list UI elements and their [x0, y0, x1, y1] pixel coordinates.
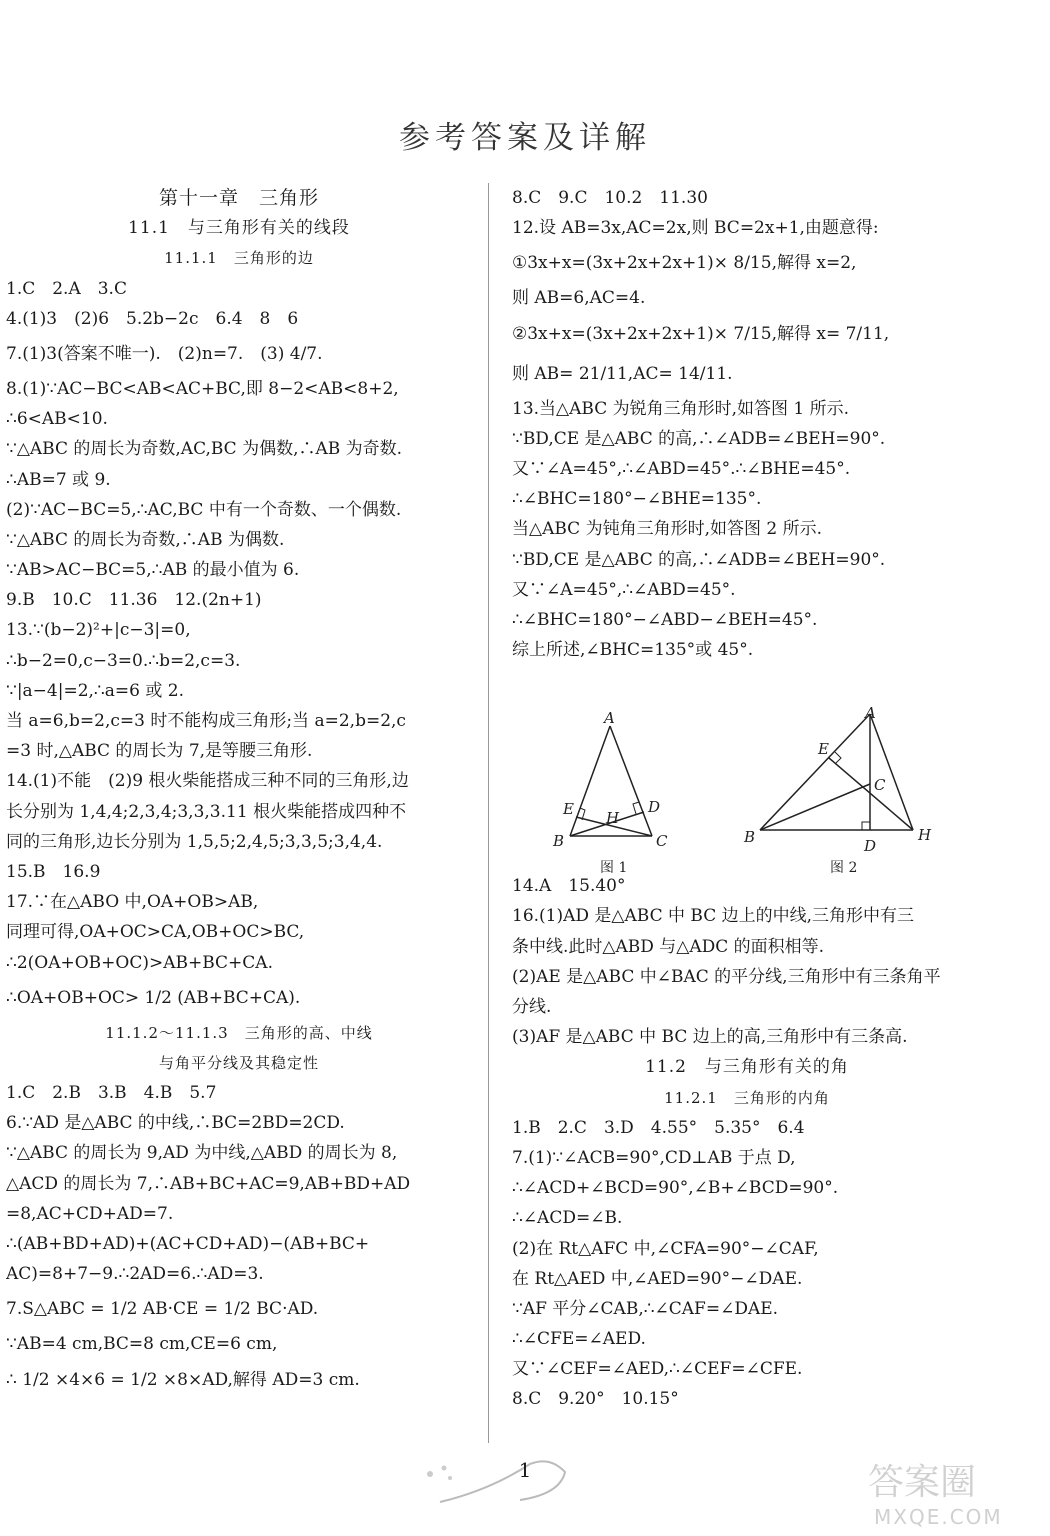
right-column-bottom-line: 在 Rt△AED 中,∠AED=90°−∠DAE.	[512, 1268, 803, 1289]
page-title: 参考答案及详解	[399, 120, 651, 156]
left-column-line: 11.1 与三角形有关的线段	[128, 218, 350, 239]
triangle-diagrams	[540, 704, 970, 884]
right-column-bottom-line: 14.A 15.40°	[512, 876, 626, 897]
left-column-line: ∴(AB+BD+AD)+(AC+CD+AD)−(AB+BC+	[6, 1234, 370, 1254]
right-column-top-line: ∴∠BHC=180°−∠ABD−∠BEH=45°.	[512, 609, 818, 630]
left-column-line: ∵△ABC 的周长为 9,AD 为中线,△ABD 的周长为 8,	[6, 1143, 398, 1164]
left-column-line: ∵△ABC 的周长为奇数,AC,BC 为偶数,∴AB 为奇数.	[6, 439, 403, 460]
left-column-line: ∴ 1/2 ×4×6 = 1/2 ×8×AD,解得 AD=3 cm.	[6, 1369, 360, 1390]
left-column-line: 13.∵(b−2)²+|c−3|=0,	[6, 620, 191, 641]
left-column-line: ∴OA+OB+OC> 1/2 (AB+BC+CA).	[6, 987, 301, 1008]
left-column-line: 17.∵在△ABO 中,OA+OB>AB,	[6, 892, 259, 913]
right-column-top-line: ∵BD,CE 是△ABC 的高,∴∠ADB=∠BEH=90°.	[512, 428, 886, 449]
left-column-line: 与角平分线及其稳定性	[158, 1053, 319, 1072]
left-column-line: ∵AB>AC−BC=5,∴AB 的最小值为 6.	[6, 560, 300, 581]
left-column-line: ∴2(OA+OB+OC)>AB+BC+CA.	[6, 952, 273, 973]
right-column-bottom-line: 8.C 9.20° 10.15°	[512, 1389, 679, 1410]
left-column	[6, 183, 472, 1400]
right-column-bottom-line: (2)在 Rt△AFC 中,∠CFA=90°−∠CAF,	[512, 1238, 819, 1259]
left-column-line: △ACD 的周长为 7,∴AB+BC+AC=9,AB+BD+AD	[6, 1173, 411, 1194]
left-column-line: =3 时,△ABC 的周长为 7,是等腰三角形.	[6, 741, 313, 762]
right-column-bottom-line: 条中线.此时△ABD 与△ADC 的面积相等.	[512, 936, 825, 957]
left-column-line: ∵|a−4|=2,∴a=6 或 2.	[6, 680, 184, 701]
fig1-caption: 图 1	[600, 860, 628, 876]
figure-2	[760, 714, 913, 830]
right-column-bottom-line: 7.(1)∵∠ACB=90°,CD⊥AB 于点 D,	[512, 1147, 796, 1168]
left-column-line: =8,AC+CD+AD=7.	[6, 1203, 174, 1224]
fig2-label-c: C	[874, 776, 886, 794]
left-column-line: 15.B 16.9	[6, 861, 101, 882]
right-column-bottom	[512, 871, 982, 1414]
left-column-line: ∵AB=4 cm,BC=8 cm,CE=6 cm,	[6, 1334, 278, 1355]
right-column-top-line: ①3x+x=(3x+2x+2x+1)× 8/15,解得 x=2,	[512, 253, 857, 274]
left-column-line: 同理可得,OA+OC>CA,OB+OC>BC,	[6, 922, 305, 943]
right-column-top-line: ②3x+x=(3x+2x+2x+1)× 7/15,解得 x= 7/11,	[512, 323, 890, 344]
right-column-top-line: 13.当△ABC 为锐角三角形时,如答图 1 所示.	[512, 398, 850, 419]
svg-text:MXQE.COM: MXQE.COM	[874, 1505, 1003, 1529]
left-column-line: 当 a=6,b=2,c=3 时不能构成三角形;当 a=2,b=2,c	[6, 711, 406, 731]
right-column-top	[512, 183, 982, 665]
right-column-top-line: ∵BD,CE 是△ABC 的高,∴∠ADB=∠BEH=90°.	[512, 549, 886, 570]
right-column-bottom-line: 1.B 2.C 3.D 4.55° 5.35° 6.4	[512, 1117, 805, 1138]
fig1-label-c: C	[656, 832, 668, 850]
left-column-line: 1.C 2.A 3.C	[6, 278, 127, 299]
fig2-label-a: A	[865, 704, 876, 722]
left-column-line: 7.S△ABC = 1/2 AB·CE = 1/2 BC·AD.	[6, 1299, 319, 1320]
answer-figures	[540, 704, 970, 884]
fig1-label-d: D	[648, 798, 661, 816]
right-column-bottom-line: ∴∠CFE=∠AED.	[512, 1329, 646, 1350]
page-number: 1	[518, 1458, 532, 1482]
fig2-caption: 图 2	[830, 860, 858, 876]
right-column-top-line: 12.设 AB=3x,AC=2x,则 BC=2x+1,由题意得:	[512, 218, 879, 239]
left-column-line: (2)∵AC−BC=5,∴AC,BC 中有一个奇数、一个偶数.	[6, 499, 402, 520]
right-column-bottom-line: 11.2 与三角形有关的角	[645, 1057, 849, 1078]
right-column-top-line: 则 AB=6,AC=4.	[512, 288, 646, 309]
left-column-line: 4.(1)3 (2)6 5.2b−2c 6.4 8 6	[6, 308, 299, 329]
fig1-label-a: A	[604, 709, 615, 727]
left-column-line: 8.(1)∵AC−BC<AB<AC+BC,即 8−2<AB<8+2,	[6, 378, 399, 399]
left-column-line: ∵△ABC 的周长为奇数,∴AB 为偶数.	[6, 529, 285, 550]
right-column-top-line: 8.C 9.C 10.2 11.30	[512, 188, 708, 208]
fig2-label-h: H	[918, 826, 932, 844]
svg-text:答案圈: 答案圈	[868, 1462, 977, 1503]
fig2-label-e: E	[818, 740, 829, 758]
right-column-top-line: 又∵∠A=45°,∴∠ABD=45°.	[512, 579, 736, 600]
fig1-label-b: B	[553, 832, 565, 850]
left-column-line: ∴b−2=0,c−3=0.∴b=2,c=3.	[6, 650, 241, 671]
right-column-bottom-line: 16.(1)AD 是△ABC 中 BC 边上的中线,三角形中有三	[512, 906, 915, 927]
left-column-line: 同的三角形,边长分别为 1,5,5;2,4,5;3,3,5;3,4,4.	[6, 831, 383, 852]
left-column-line: 1.C 2.B 3.B 4.B 5.7	[6, 1083, 217, 1104]
right-column-top-line: ∴∠BHC=180°−∠BHE=135°.	[512, 489, 762, 510]
left-column-line: 14.(1)不能 (2)9 根火柴能搭成三种不同的三角形,边	[6, 771, 409, 792]
fig1-label-e: E	[563, 800, 574, 818]
left-column-line: ∴AB=7 或 9.	[6, 469, 111, 490]
left-column-line: ∴6<AB<10.	[6, 409, 108, 430]
right-column-bottom-line: (3)AF 是△ABC 中 BC 边上的高,三角形中有三条高.	[512, 1027, 908, 1048]
left-column-line: 9.B 10.C 11.36 12.(2n+1)	[6, 590, 262, 611]
left-column-line: AC)=8+7−9.∴2AD=6.∴AD=3.	[6, 1264, 264, 1285]
fig2-label-d: D	[864, 837, 877, 855]
right-column-bottom-line: 分线.	[512, 997, 552, 1017]
left-column-line: 7.(1)3(答案不唯一). (2)n=7. (3) 4/7.	[6, 343, 323, 364]
left-column-line: 11.1.1 三角形的边	[164, 249, 314, 268]
right-column-top-line: 又∵∠A=45°,∴∠ABD=45°.∴∠BHE=45°.	[512, 458, 851, 479]
fig2-label-b: B	[744, 828, 756, 846]
right-column-bottom-line: (2)AE 是△ABC 中∠BAC 的平分线,三角形中有三条角平	[512, 966, 941, 987]
left-column-line: 11.1.2～11.1.3 三角形的高、中线	[105, 1023, 373, 1042]
right-column-bottom-line: 11.2.1 三角形的内角	[664, 1088, 830, 1107]
column-divider	[488, 183, 489, 1443]
right-column-bottom-line: ∴∠ACD=∠B.	[512, 1208, 623, 1229]
right-column-bottom-line: ∴∠ACD+∠BCD=90°,∠B+∠BCD=90°.	[512, 1178, 839, 1199]
left-column-line: 长分别为 1,4,4;2,3,4;3,3,3.11 根火柴能搭成四种不	[6, 801, 407, 822]
fig1-label-h: H	[606, 809, 620, 827]
right-column-top-line: 则 AB= 21/11,AC= 14/11.	[512, 363, 733, 384]
right-column-top-line: 综上所述,∠BHC=135°或 45°.	[512, 640, 754, 661]
right-column-top-line: 当△ABC 为钝角三角形时,如答图 2 所示.	[512, 519, 823, 540]
right-column-bottom-line: ∵AF 平分∠CAB,∴∠CAF=∠DAE.	[512, 1298, 779, 1319]
right-column-bottom-line: 又∵∠CEF=∠AED,∴∠CEF=∠CFE.	[512, 1359, 803, 1380]
left-column-line: 6.∵AD 是△ABC 的中线,∴BC=2BD=2CD.	[6, 1113, 345, 1134]
left-column-line: 第十一章 三角形	[158, 187, 319, 209]
watermark-logo	[860, 1450, 1040, 1530]
